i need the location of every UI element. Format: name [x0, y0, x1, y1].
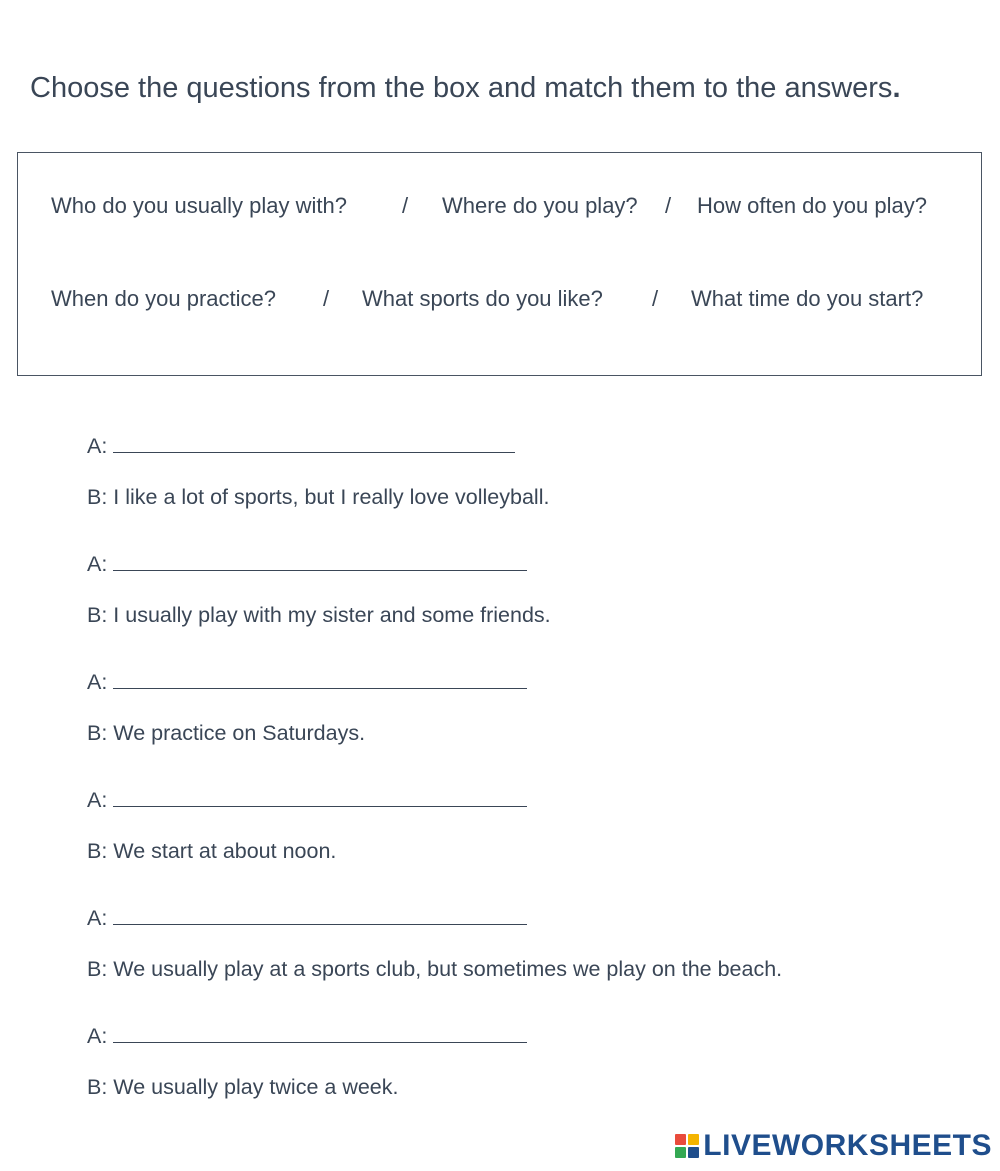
answer-blank[interactable] [113, 905, 527, 925]
question-line [87, 551, 527, 577]
answer-blank[interactable] [113, 551, 527, 571]
a-label: A: [87, 434, 108, 458]
answer-blank[interactable] [113, 787, 527, 807]
a-label: A: [87, 552, 108, 576]
answer-line: B: We usually play twice a week. [87, 1075, 399, 1099]
instruction-heading: Choose the questions from the box and match them to the answers. [30, 72, 901, 104]
a-label: A: [87, 670, 108, 694]
answer-line: B: We start at about noon. [87, 839, 337, 863]
liveworksheets-logo [675, 1129, 992, 1163]
separator: / [652, 286, 659, 311]
question-option: What time do you start? [691, 286, 924, 311]
question-line [87, 433, 515, 459]
answer-line: B: We usually play at a sports club, but sometimes we play on the beach. [87, 957, 783, 981]
a-label: A: [87, 1024, 108, 1048]
logo-icon [675, 1134, 699, 1158]
answer-line: B: I usually play with my sister and some friends. [87, 603, 551, 627]
answer-blank[interactable] [113, 669, 527, 689]
answer-blank[interactable] [113, 433, 515, 453]
question-option: Who do you usually play with? [51, 193, 347, 218]
a-label: A: [87, 788, 108, 812]
answer-line: B: I like a lot of sports, but I really love volleyball. [87, 485, 550, 509]
question-line [87, 669, 527, 695]
question-line [87, 905, 527, 931]
question-line [87, 787, 527, 813]
a-label: A: [87, 906, 108, 930]
question-option: Where do you play? [442, 193, 638, 218]
question-option: When do you practice? [51, 286, 277, 311]
separator: / [323, 286, 330, 311]
logo-text: LIVEWORKSHEETS [703, 1129, 992, 1162]
separator: / [402, 193, 409, 218]
question-option: How often do you play? [697, 193, 927, 218]
answer-line: B: We practice on Saturdays. [87, 721, 366, 745]
question-line [87, 1023, 527, 1049]
question-box [17, 152, 982, 376]
answer-blank[interactable] [113, 1023, 527, 1043]
question-option: What sports do you like? [362, 286, 603, 311]
separator: / [665, 193, 672, 218]
